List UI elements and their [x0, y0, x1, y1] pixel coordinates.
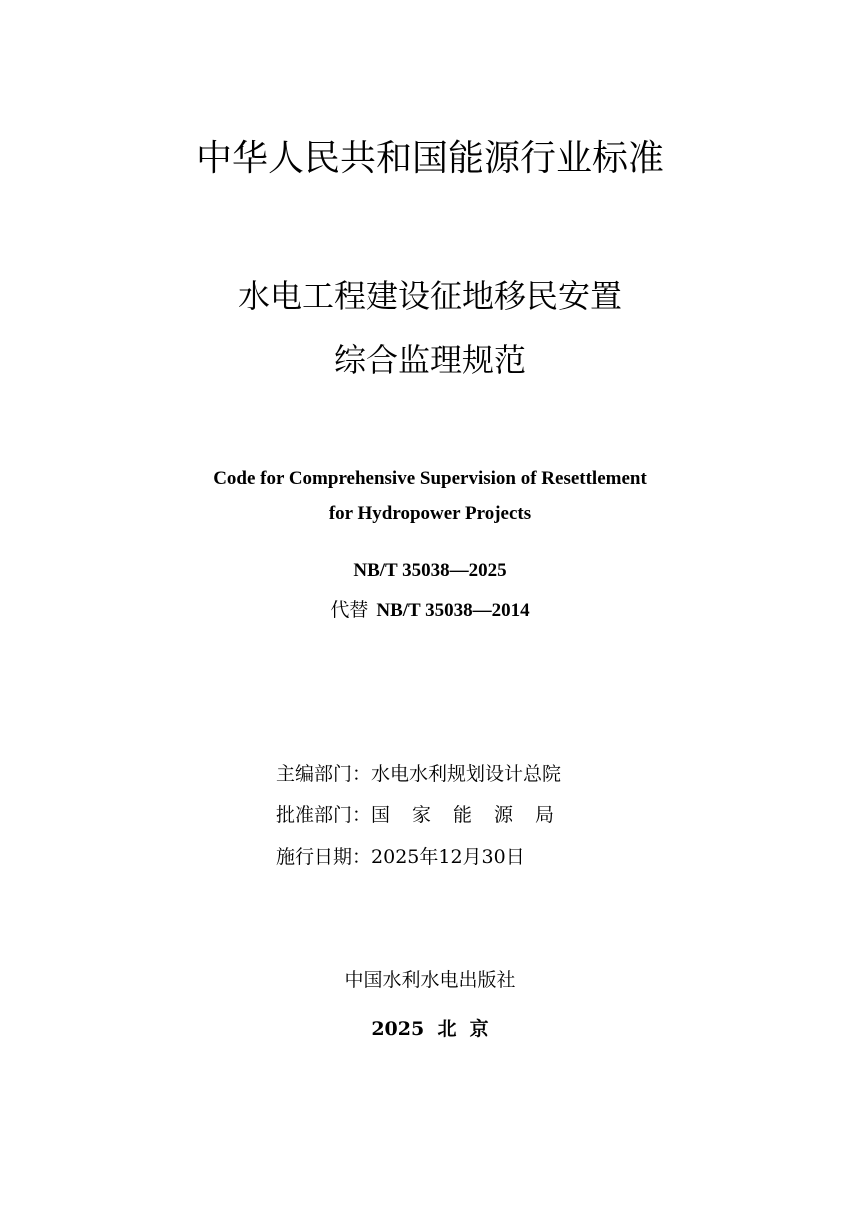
approver-department [276, 801, 576, 829]
standard-type: 中华人民共和国能源行业标准 [195, 138, 664, 179]
effective-date [276, 843, 525, 871]
title-chinese-line-2: 综合监理规范 [333, 341, 526, 379]
publisher: 中国水利水电出版社 [344, 969, 516, 991]
place-year: 2025 北 京 [371, 1018, 489, 1040]
standard-number: NB/T 35038—2025 [353, 560, 507, 581]
approver-value: 国家能源局 [371, 804, 577, 826]
replaced-standard-number: NB/T 35038—2014 [376, 600, 530, 621]
replaces-word: 代替 [330, 599, 369, 621]
editor-label: 主编部门： [276, 763, 372, 785]
title-chinese-line-1: 水电工程建设征地移民安置 [237, 277, 622, 315]
approver-label: 批准部门： [276, 804, 372, 826]
title-english-line-1: Code for Comprehensive Supervision of Resettlement [213, 468, 647, 489]
effective-date-value: 2025年12月30日 [371, 846, 525, 868]
title-english-line-2: for Hydropower Projects [328, 503, 532, 524]
effective-date-label: 施行日期： [276, 846, 372, 868]
editor-department [276, 760, 561, 788]
editor-value: 水电水利规划设计总院 [371, 763, 562, 785]
replaces-standard [0, 596, 860, 625]
